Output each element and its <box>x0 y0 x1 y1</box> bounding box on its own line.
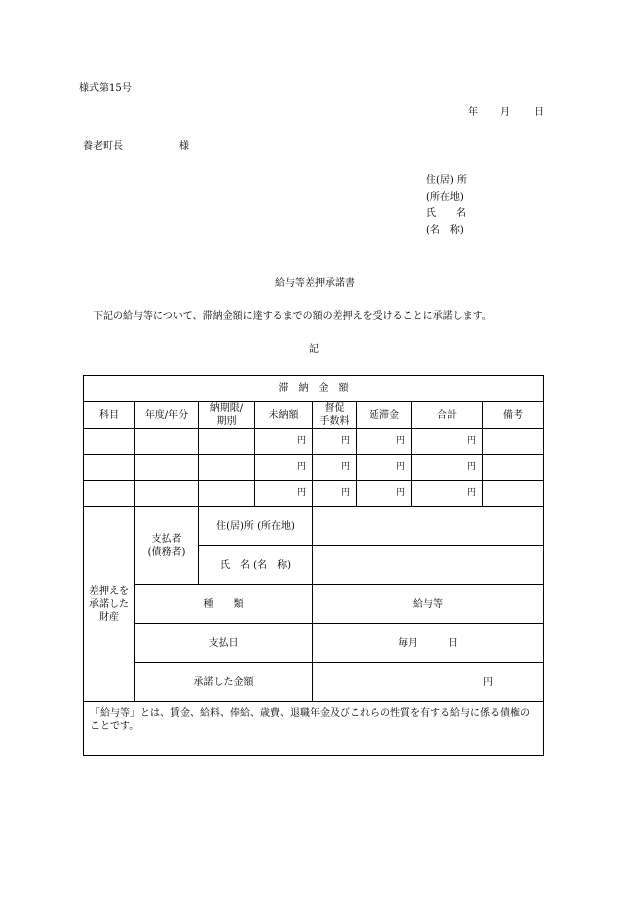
arrears-table <box>83 375 544 756</box>
blank-cell[interactable] <box>135 481 199 507</box>
ki-label: 記 <box>309 344 319 355</box>
yen-unit[interactable]: 円 <box>255 481 313 507</box>
payer-address-label: 住(居)所 (所在地) <box>199 507 313 546</box>
header-cell: 督促 手数料 <box>313 402 357 429</box>
payer-address-field[interactable] <box>313 507 544 546</box>
header-cell: 年度/年分 <box>135 402 199 429</box>
blank-cell[interactable] <box>84 429 135 455</box>
yen-unit[interactable]: 円 <box>313 481 357 507</box>
blank-cell[interactable] <box>199 481 255 507</box>
amount-field[interactable]: 円 <box>313 663 544 702</box>
note-text: 「給与等」とは、賃金、給料、俸給、歳費、退職年金及びこれらの性質を有する給与に係る債権のことです。 <box>84 702 544 756</box>
header-cell: 納期限/ 期別 <box>199 402 255 429</box>
header-cell: 延滞金 <box>357 402 412 429</box>
payer-name-field[interactable] <box>313 546 544 585</box>
yen-unit[interactable]: 円 <box>255 455 313 481</box>
blank-cell[interactable] <box>199 429 255 455</box>
intro-text: 下記の給与等について、滞納金額に達するまでの額の差押えを受けることに承諾します。 <box>93 311 492 322</box>
yen-unit[interactable]: 円 <box>412 481 483 507</box>
date-line <box>468 107 544 119</box>
blank-cell[interactable] <box>135 429 199 455</box>
blank-cell[interactable] <box>483 481 544 507</box>
document-title: 給与等差押承諾書 <box>275 278 355 289</box>
addressee-honorific: 様 <box>179 141 189 152</box>
yen-unit[interactable]: 円 <box>313 429 357 455</box>
yen-unit[interactable]: 円 <box>313 455 357 481</box>
blank-cell[interactable] <box>135 455 199 481</box>
blank-cell[interactable] <box>483 429 544 455</box>
table-row <box>84 481 544 507</box>
applicant-name-label: 氏 名 <box>426 208 466 219</box>
payer-name-label: 氏 名 (名 称) <box>199 546 313 585</box>
pay-date-field[interactable]: 毎月 日 <box>313 624 544 663</box>
type-label: 種 類 <box>135 585 313 624</box>
date-year: 年 <box>468 107 478 118</box>
table-row <box>84 455 544 481</box>
type-value: 給与等 <box>313 585 544 624</box>
date-month: 月 <box>500 107 510 118</box>
header-cell: 未納額 <box>255 402 313 429</box>
yen-unit[interactable]: 円 <box>412 455 483 481</box>
yen-unit[interactable]: 円 <box>357 481 412 507</box>
date-day: 日 <box>534 107 544 118</box>
applicant-name-sub-label: (名 称) <box>426 225 464 236</box>
seized-property-label: 差押えを 承諾した 財産 <box>84 507 135 702</box>
blank-cell[interactable] <box>199 455 255 481</box>
applicant-address-label: 住(居) 所 <box>426 175 467 186</box>
payer-label: 支払者 (債務者) <box>135 507 199 585</box>
yen-unit[interactable]: 円 <box>255 429 313 455</box>
applicant-address-sub-label: (所在地) <box>426 192 464 203</box>
section-title: 滞 納 金 額 <box>84 376 544 402</box>
table-row <box>84 429 544 455</box>
yen-unit[interactable]: 円 <box>357 429 412 455</box>
header-cell: 合計 <box>412 402 483 429</box>
form-number: 様式第15号 <box>79 83 132 94</box>
header-cell: 備考 <box>483 402 544 429</box>
pay-date-label: 支払日 <box>135 624 313 663</box>
yen-unit[interactable]: 円 <box>357 455 412 481</box>
header-cell: 科目 <box>84 402 135 429</box>
blank-cell[interactable] <box>84 455 135 481</box>
amount-label: 承諾した金額 <box>135 663 313 702</box>
yen-unit[interactable]: 円 <box>412 429 483 455</box>
blank-cell[interactable] <box>84 481 135 507</box>
blank-cell[interactable] <box>483 455 544 481</box>
addressee-name: 養老町長 <box>83 141 123 152</box>
